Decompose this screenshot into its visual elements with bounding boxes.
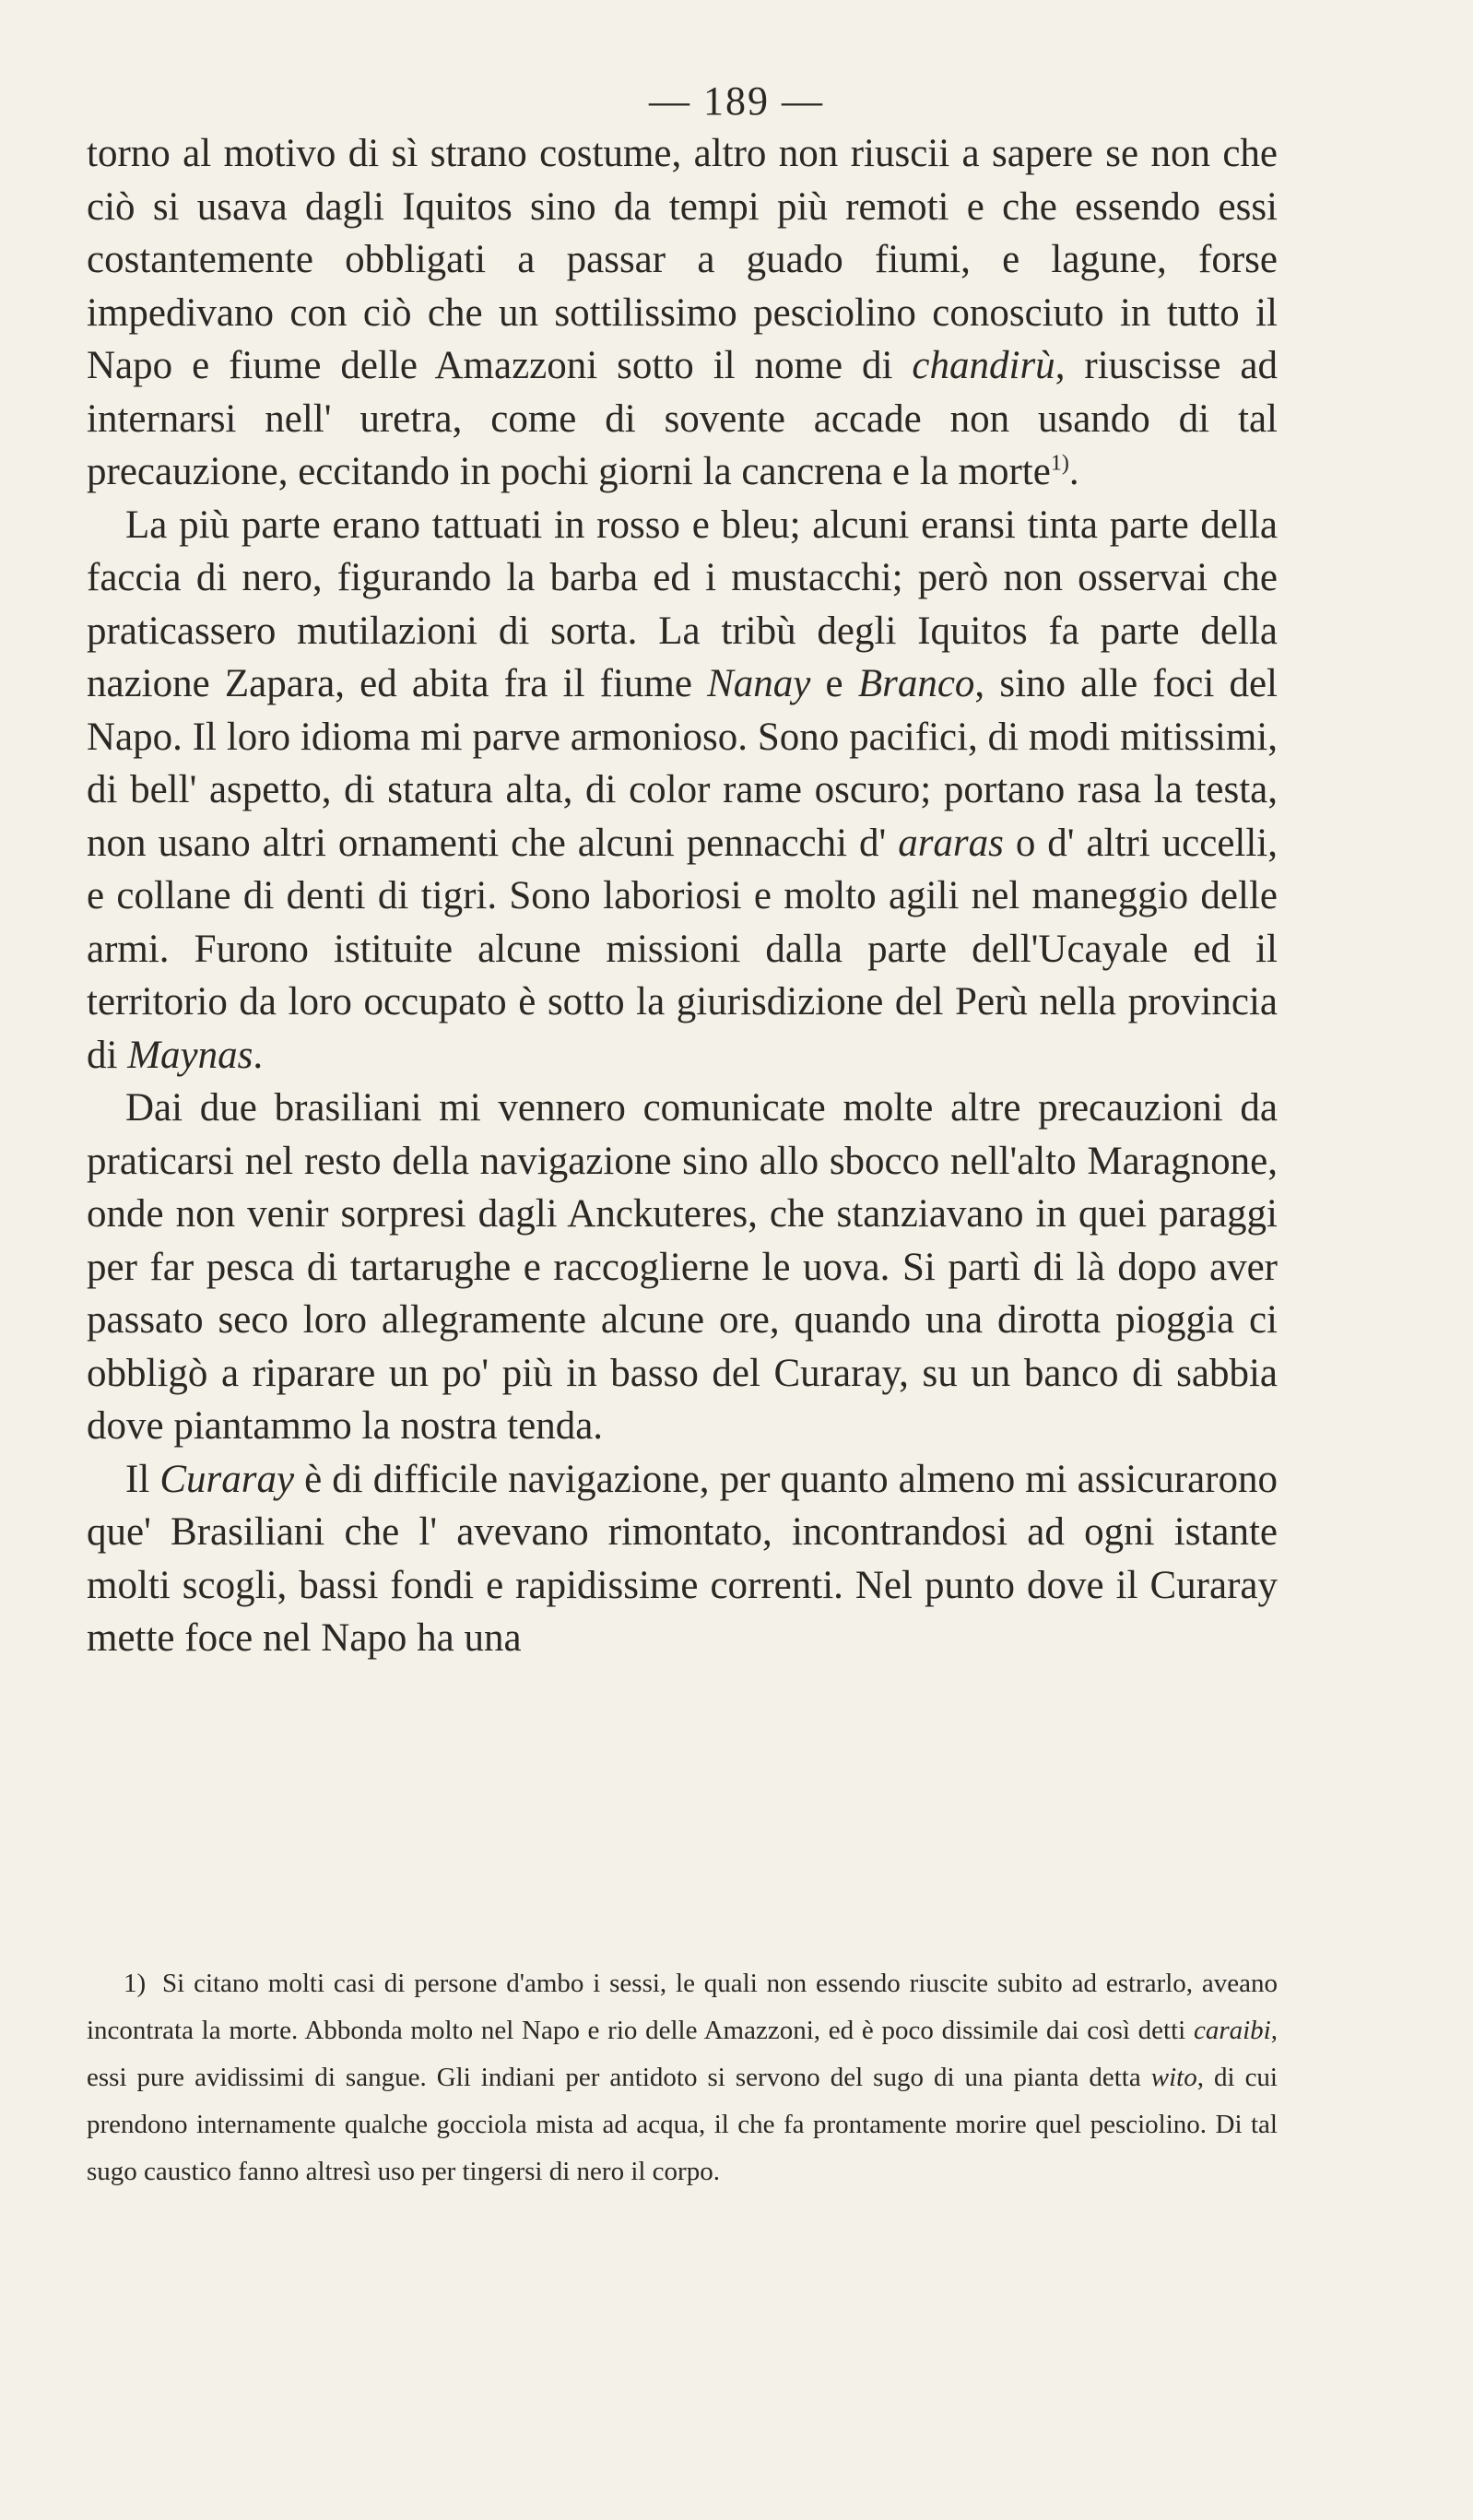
paragraph [87,127,1278,499]
body-text [87,127,1278,1665]
italic-term: araras [898,821,1004,865]
italic-term: Curaray [159,1457,295,1501]
text-run: , sino alle foci del Napo. Il loro idioma mi parve armonioso. Sono pacifici, di modi mitissimi, di bell' aspetto, di statura alta, di color rame oscuro; portano rasa la testa, non usano altri ornamenti che alcuni pennacchi d' [87,662,1278,865]
text-run: o d' altri uccelli, e collane di denti di tigri. Sono laboriosi e molto agili nel maneggio delle armi. Furono istituite alcune missioni dalla parte dell'Ucayale ed il territorio da loro occupato è sotto la giurisdizione del Perù nella provincia di [87,821,1278,1077]
text-run: , essi pure avidissimi di sangue. Gli indiani per antidoto si servono del sugo di una pianta detta [87,2016,1278,2092]
text-run: , di cui prendono internamente qualche gocciola mista ad acqua, il che fa prontamente morire quel pesciolino. Di tal sugo caustico fanno altresì uso per tingersi di nero il corpo. [87,2063,1278,2186]
footnote-reference: 1) [1050,451,1069,476]
text-run: è di difficile navigazione, per quanto almeno mi assicurarono que' Brasiliani che l' avevano rimontato, incontrandosi ad ogni istante molti scogli, bassi fondi e rapidissime correnti. Nel punto dove il Curaray mette foce nel Napo ha una [87,1457,1278,1660]
italic-term: Maynas [127,1033,253,1077]
italic-term: wito [1150,2063,1197,2092]
text-run: , riuscisse ad internarsi nell' uretra, come di sovente accade non usando di tal precauzione, eccitando in pochi giorni la cancrena e la morte [87,344,1278,493]
page-number: — 189 — [649,78,824,124]
paragraph [87,1082,1278,1453]
text-run: . [253,1033,264,1077]
text-run: La più parte erano tattuati in rosso e bleu; alcuni eransi tinta parte della faccia di nero, figurando la barba ed i mustacchi; però non osservai che praticassero mutilazioni di sorta. La tribù degli Iquitos fa parte della nazione Zapara, ed abita fra il fiume [87,503,1278,705]
paragraph [87,499,1278,1083]
italic-term: Nanay [707,662,811,705]
italic-term: caraibi [1193,2016,1271,2045]
italic-term: chandirù [912,344,1055,387]
italic-term: Branco [857,662,975,705]
text-run: Il [125,1457,160,1501]
text-run: e [810,662,858,705]
footnote [87,1960,1278,2195]
text-run: Dai due brasiliani mi vennero comunicate molte altre precauzioni da praticarsi nel resto della navigazione sino allo sbocco nell'alto Maragnone, onde non venir sorpresi dagli Anckuteres, che stanziavano in quei paraggi per far pesca di tartarughe e raccoglierne le uova. Si partì di là dopo aver passato seco loro allegramente alcune ore, quando una dirotta pioggia ci obbligò a riparare un po' più in basso del Curaray, su un banco di sabbia dove piantammo la nostra tenda. [87,1086,1278,1448]
text-run: torno al motivo di sì strano costume, altro non riuscii a sapere se non che ciò si usava dagli Iquitos sino da tempi più remoti e che essendo essi costantemente obbligati a passar a guado fiumi, e lagune, forse impedivano con ciò che un sottilissimo pesciolino conosciuto in tutto il Napo e fiume delle Amazzoni sotto il nome di [87,132,1278,387]
footnote-number: 1) [124,1969,147,1998]
text-run: . [1068,450,1079,493]
text-run: Si citano molti casi di persone d'ambo i sessi, le quali non essendo riuscite subito ad estrarlo, aveano incontrata la morte. Abbonda molto nel Napo e rio delle Amazzoni, ed è poco dissimile dai così detti [87,1969,1279,2045]
paragraph [87,1453,1278,1665]
